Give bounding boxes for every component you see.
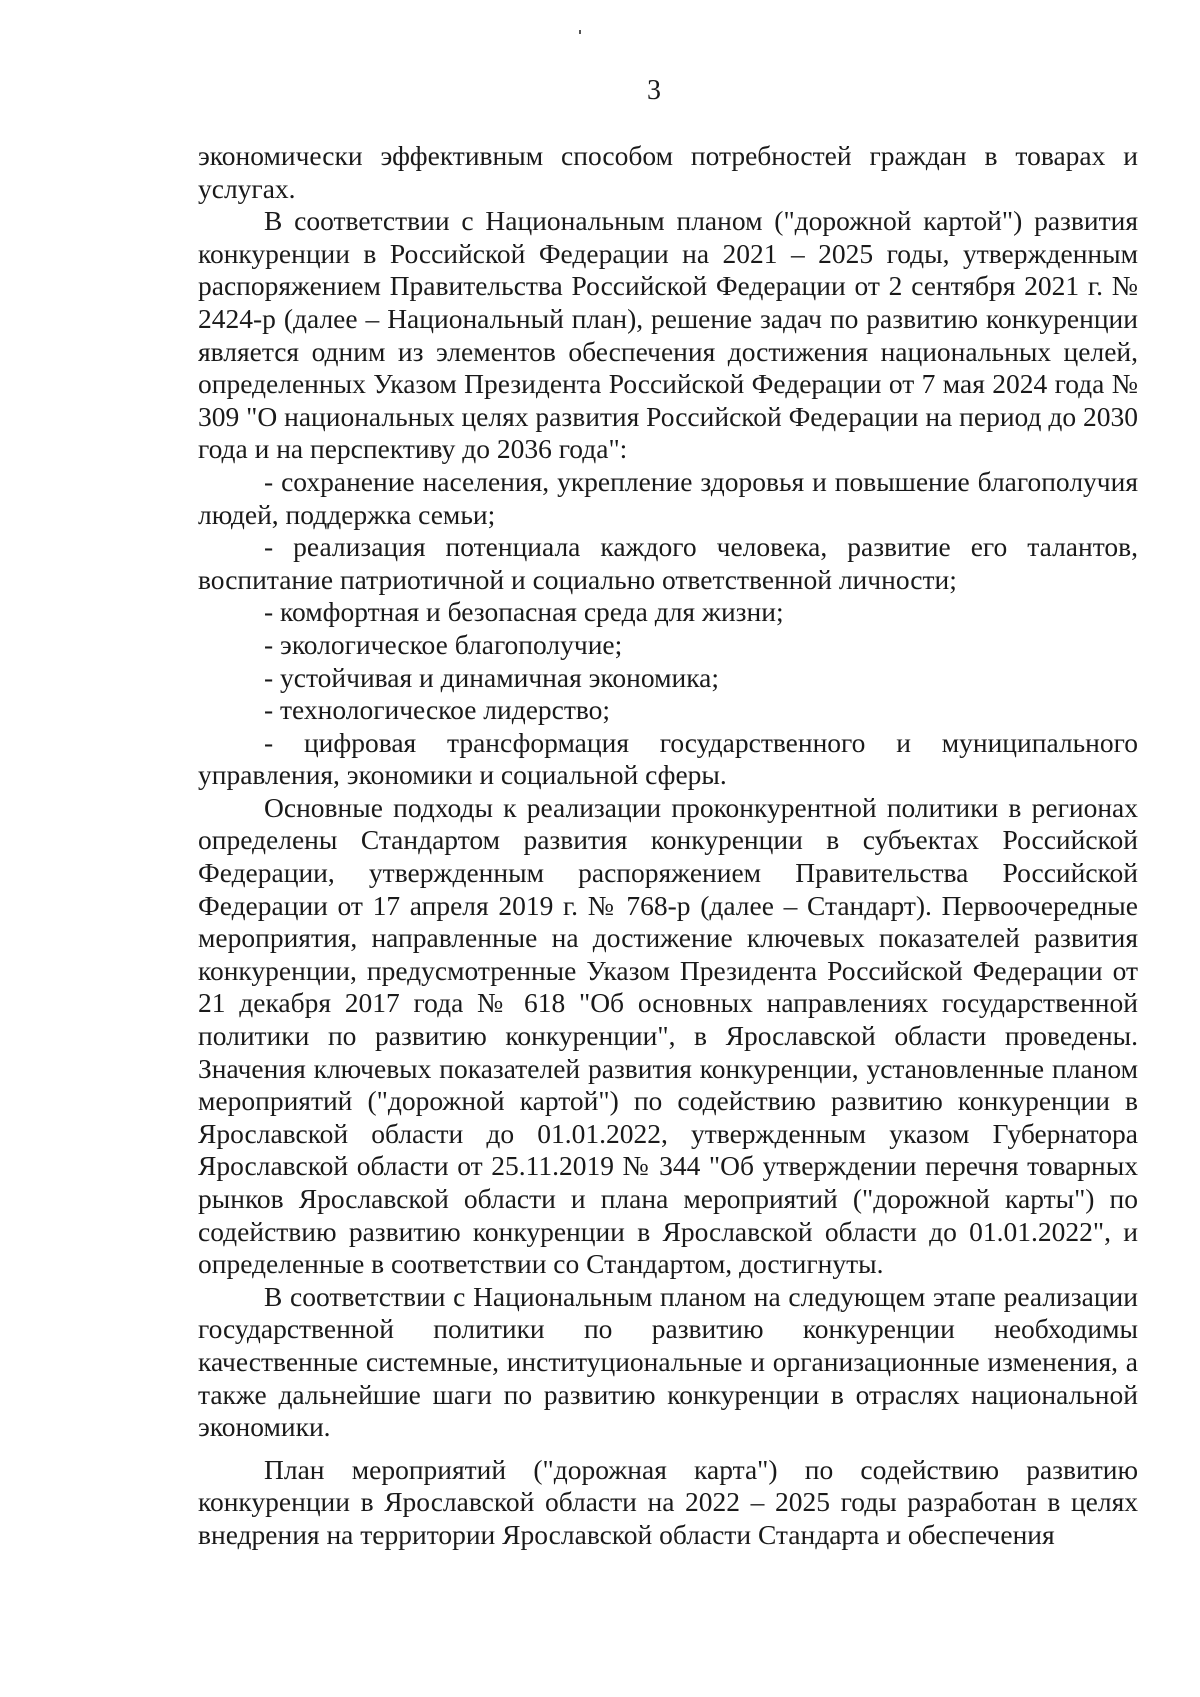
list-item-human-potential: - реализация потенциала каждого человека, развитие его талантов, воспитание патриотичной и социально ответственной личности; <box>198 531 1138 595</box>
list-item-ecology: - экологическое благополучие; <box>264 628 623 660</box>
paragraph-national-plan: В соответствии с Национальным планом ("дорожной картой") развития конкуренции в Российской Федерации на 2021 – 2025 годы, утвержденным распоряжением Правительства Российской Федерации от 2 сентября 2021 г. № 2424-р (далее – Национальный план), решение задач по развитию конкуренции является одним из элементов обеспечения достижения национальных целей, определенных Указом Президента Российской Федерации от 7 мая 2024 года № 309 "О национальных целях развития Российской Федерации на период до 2030 года и на перспективу до 2036 года": <box>198 205 1138 465</box>
paragraph-action-plan: План мероприятий ("дорожная карта") по содействию развитию конкуренции в Ярославской области на 2022 – 2025 годы разработан в целях внедрения на территории Ярославской области Стандарта и обеспечения <box>198 1453 1138 1550</box>
paragraph-continuation: экономически эффективным способом потребностей граждан в товарах и услугах. <box>198 140 1138 204</box>
document-body <box>198 140 1138 1552</box>
paragraph-standard: Основные подходы к реализации проконкурентной политики в регионах определены Стандартом развития конкуренции в субъектах Российской Федерации, утвержденным распоряжением Правительства Российской Федерации от 17 апреля 2019 г. № 768-р (далее – Стандарт). Первоочередные мероприятия, направленные на достижение ключевых показателей развития конкуренции, предусмотренные Указом Президента Российской Федерации от 21 декабря 2017 года № 618 "Об основных направлениях государственной политики по развитию конкуренции", в Ярославской области проведены. Значения ключевых показателей развития конкуренции, установленные планом мероприятий ("дорожной картой") по содействию развитию конкуренции в Ярославской области до 01.01.2022, утвержденным указом Губернатора Ярославской области от 25.11.2019 № 344 "Об утверждении перечня товарных рынков Ярославской области и плана мероприятий ("дорожной карты") по содействию развитию конкуренции в Ярославской области до 01.01.2022", и определенные в соответствии со Стандартом, достигнуты. <box>198 791 1138 1280</box>
list-item-environment: - комфортная и безопасная среда для жизни; <box>264 596 784 628</box>
list-item-technology: - технологическое лидерство; <box>264 694 611 726</box>
list-item-digital: - цифровая трансформация государственного и муниципального управления, экономики и социальной сферы. <box>198 726 1138 791</box>
page-number: 3 <box>647 75 661 106</box>
list-item-economy: - устойчивая и динамичная экономика; <box>264 661 719 693</box>
list-item-population: - сохранение населения, укрепление здоровья и повышение благополучия людей, поддержка семьи; <box>198 465 1138 530</box>
paragraph-next-stage: В соответствии с Национальным планом на следующем этапе реализации государственной политики по развитию конкуренции необходимы качественные системные, институциональные и организационные изменения, а также дальнейшие шаги по развитию конкуренции в отраслях национальной экономики. <box>198 1280 1138 1443</box>
scan-speck <box>579 30 581 34</box>
